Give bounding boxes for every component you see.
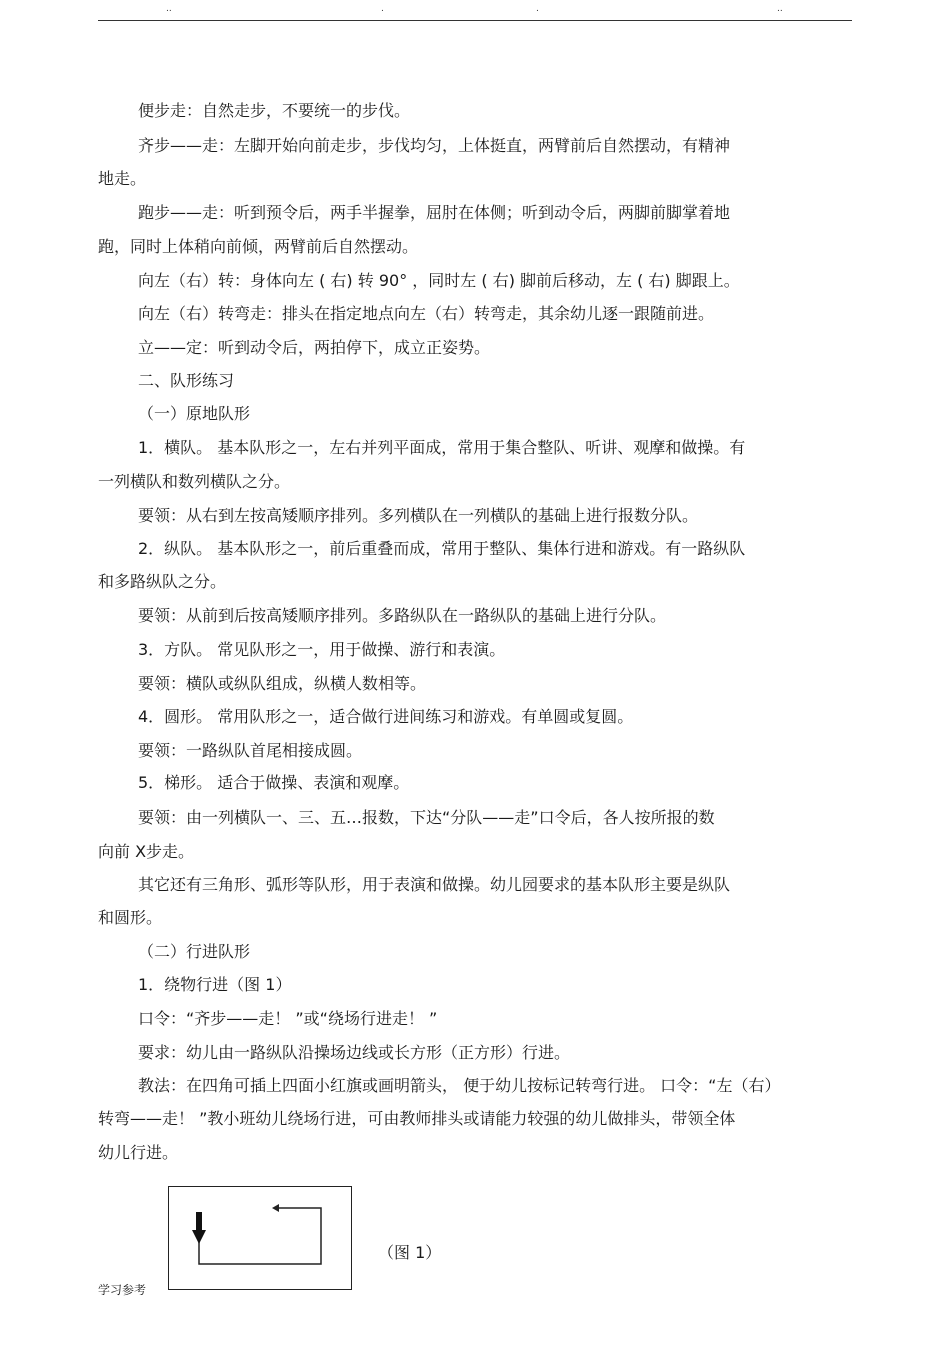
text-line: 其它还有三角形、弧形等队形，用于表演和做操。幼儿园要求的基本队形主要是纵队 [138, 875, 731, 894]
figure-caption: （图 1） [378, 1243, 442, 1262]
text-line: 向左（右）转：身体向左 ( 右) 转 90° ，同时左 ( 右) 脚前后移动，左 ( 右) 脚跟上。 [138, 271, 740, 290]
text-line: 口令：“齐步——走！ ”或“绕场行进走！ ” [138, 1009, 438, 1028]
route-diagram [168, 1186, 354, 1292]
text-line: 教法：在四角可插上四面小红旗或画明箭头， 便于幼儿按标记转弯行进。 口令：“左（右） [138, 1076, 781, 1095]
text-line: 要领：从前到后按高矮顺序排列。多路纵队在一路纵队的基础上进行分队。 [138, 606, 667, 625]
text-line: 5．梯形。 适合于做操、表演和观摩。 [138, 773, 410, 792]
text-line: 向左（右）转弯走：排头在指定地点向左（右）转弯走，其余幼儿逐一跟随前进。 [138, 304, 715, 323]
text-line: 地走。 [98, 169, 147, 188]
text-line: 一列横队和数列横队之分。 [98, 472, 291, 491]
text-line: 转弯——走！ ”教小班幼儿绕场行进，可由教师排头或请能力较强的幼儿做排头，带领全体 [98, 1109, 736, 1128]
text-line: 要领：从右到左按高矮顺序排列。多列横队在一列横队的基础上进行报数分队。 [138, 506, 699, 525]
down-arrow-icon [192, 1230, 206, 1244]
header-rule [98, 20, 852, 21]
text-line: 便步走：自然走步，不要统一的步伐。 [138, 101, 411, 120]
text-line: 齐步——走：左脚开始向前走步，步伐均匀，上体挺直，两臂前后自然摆动，有精神 [138, 136, 731, 155]
text-line: 跑，同时上体稍向前倾，两臂前后自然摆动。 [98, 237, 419, 256]
text-line: 要求：幼儿由一路纵队沿操场边线或长方形（正方形）行进。 [138, 1043, 571, 1062]
text-line: 要领：一路纵队首尾相接成圆。 [138, 741, 363, 760]
text-line: 2．纵队。 基本队形之一，前后重叠而成，常用于整队、集体行进和游戏。有一路纵队 [138, 539, 746, 558]
start-arrowhead-icon [272, 1204, 279, 1212]
text-line: 和圆形。 [98, 908, 163, 927]
header-dot: . [381, 4, 384, 14]
text-line: 幼儿行进。 [98, 1143, 179, 1162]
text-line: 立——定：听到动令后，两拍停下，成立正姿势。 [138, 338, 491, 357]
route-path [199, 1208, 321, 1264]
text-line: 跑步——走：听到预令后，两手半握拳，屈肘在体侧；听到动令后，两脚前脚掌着地 [138, 203, 731, 222]
text-line: 3．方队。 常见队形之一，用于做操、游行和表演。 [138, 640, 506, 659]
text-line: 要领：横队或纵队组成，纵横人数相等。 [138, 674, 427, 693]
section-heading: 二、队形练习 [138, 371, 235, 390]
text-line: 1．横队。 基本队形之一，左右并列平面成，常用于集合整队、听讲、观摩和做操。有 [138, 438, 746, 457]
text-line: 和多路纵队之分。 [98, 572, 227, 591]
header-dot: .. [777, 4, 783, 14]
footer-text: 学习参考 [98, 1283, 147, 1297]
text-line: 要领：由一列横队一、三、五…报数，下达“分队——走”口令后，各人按所报的数 [138, 808, 715, 827]
text-line: 向前 X步走。 [98, 842, 195, 861]
text-line: 4．圆形。 常用队形之一，适合做行进间练习和游戏。有单圆或复圆。 [138, 707, 634, 726]
subsection-heading: （一）原地队形 [138, 404, 251, 423]
text-line: 1．绕物行进（图 1） [138, 975, 292, 994]
subsection-heading: （二）行进队形 [138, 942, 251, 961]
header-dot: .. [166, 4, 172, 14]
header-dot: . [536, 4, 539, 14]
